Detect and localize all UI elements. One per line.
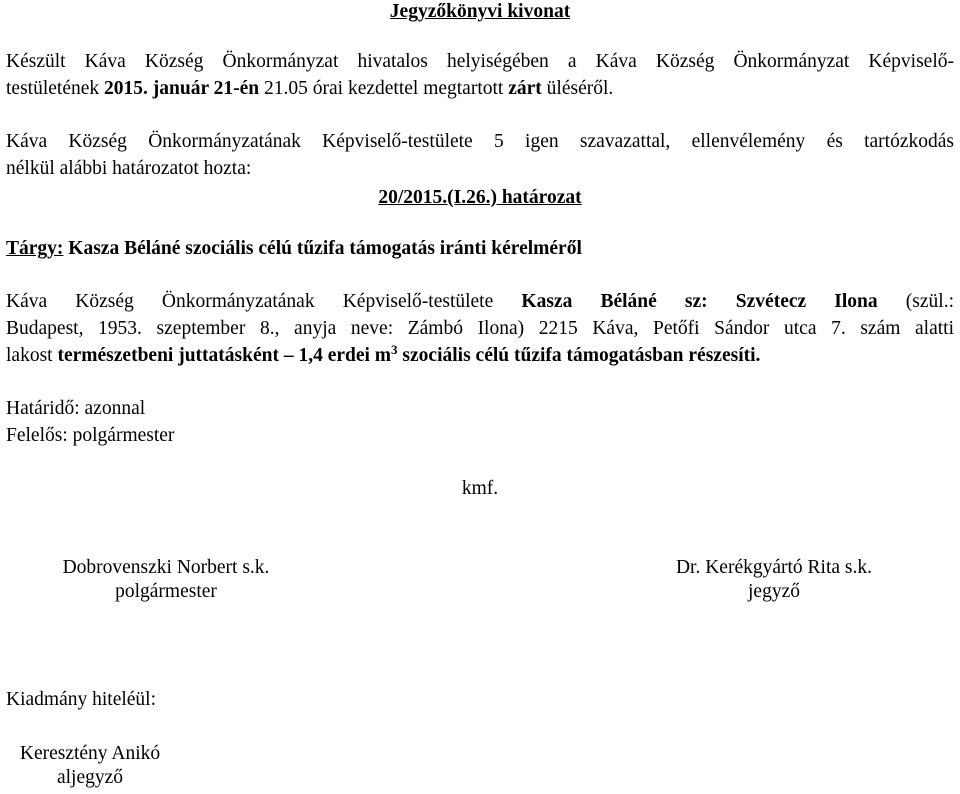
signature-right-role: jegyző [748, 581, 800, 602]
body-text-3a: lakost [6, 345, 58, 366]
resolution-number: 20/2015.(I.26.) határozat [378, 187, 582, 208]
beneficiary-name: Kasza Béláné sz: Szvétecz Ilona [521, 291, 878, 312]
intro-text-1: Készült Káva Község Önkormányzat hivatalos helyiségében a Káva Község Önkormányzat Képviselő- [6, 51, 954, 72]
session-date: 2015. január 21-én [104, 78, 260, 99]
signature-left-name: Dobrovenszki Norbert s.k. [62, 557, 270, 578]
deadline: Határidő: azonnal [6, 398, 146, 419]
intro-text-2a: testületének [6, 78, 105, 99]
signature-right [614, 556, 934, 604]
body-text-1b: (szül.: [877, 291, 954, 312]
intro-line-1 [6, 50, 954, 74]
subject-label: Tárgy: [6, 238, 64, 259]
benefit-unit-exponent: 3 [391, 342, 398, 357]
kmf-label: kmf. [461, 478, 499, 499]
intro-text-2b: 21.05 órai kezdettel megtartott [259, 78, 509, 99]
subject-line [6, 237, 582, 261]
vote-line-2: nélkül alábbi határozatot hozta: [6, 158, 252, 179]
document-title: Jegyzőkönyvi kivonat [389, 1, 571, 22]
body-text-1a: Káva Község Önkormányzatának Képviselő-testülete [6, 291, 522, 312]
vote-line-1 [6, 130, 954, 154]
responsible: Felelős: polgármester [6, 425, 175, 446]
certified-label: Kiadmány hiteléül: [6, 689, 157, 710]
certifier-block [0, 742, 180, 790]
vote-text-1: Káva Község Önkormányzatának Képviselő-testülete 5 igen szavazattal, ellenvélemény és tartózkodás [6, 131, 954, 152]
body-line-1 [6, 290, 954, 314]
session-type: zárt [508, 78, 542, 99]
subject-text: Kasza Béláné szociális célú tűzifa támogatás iránti kérelméről [63, 238, 582, 259]
intro-line-2 [6, 77, 613, 101]
intro-text-2c: üléséről. [541, 78, 614, 99]
body-line-2 [6, 317, 954, 341]
certifier-name: Keresztény Anikó [19, 743, 161, 764]
benefit-text-1: természetbeni juttatásként – 1,4 erdei m [57, 345, 392, 366]
body-line-3 [6, 344, 760, 368]
body-text-2: Budapest, 1953. szeptember 8., anyja neve: Zámbó Ilona) 2215 Káva, Petőfi Sándor utca 7. szám alatti [6, 318, 954, 339]
benefit-text-2: szociális célú tűzifa támogatásban részesíti. [397, 345, 761, 366]
signature-left [6, 556, 326, 604]
certifier-role: aljegyző [56, 767, 124, 788]
signature-left-role: polgármester [115, 581, 217, 602]
signature-right-name: Dr. Kerékgyártó Rita s.k. [675, 557, 873, 578]
